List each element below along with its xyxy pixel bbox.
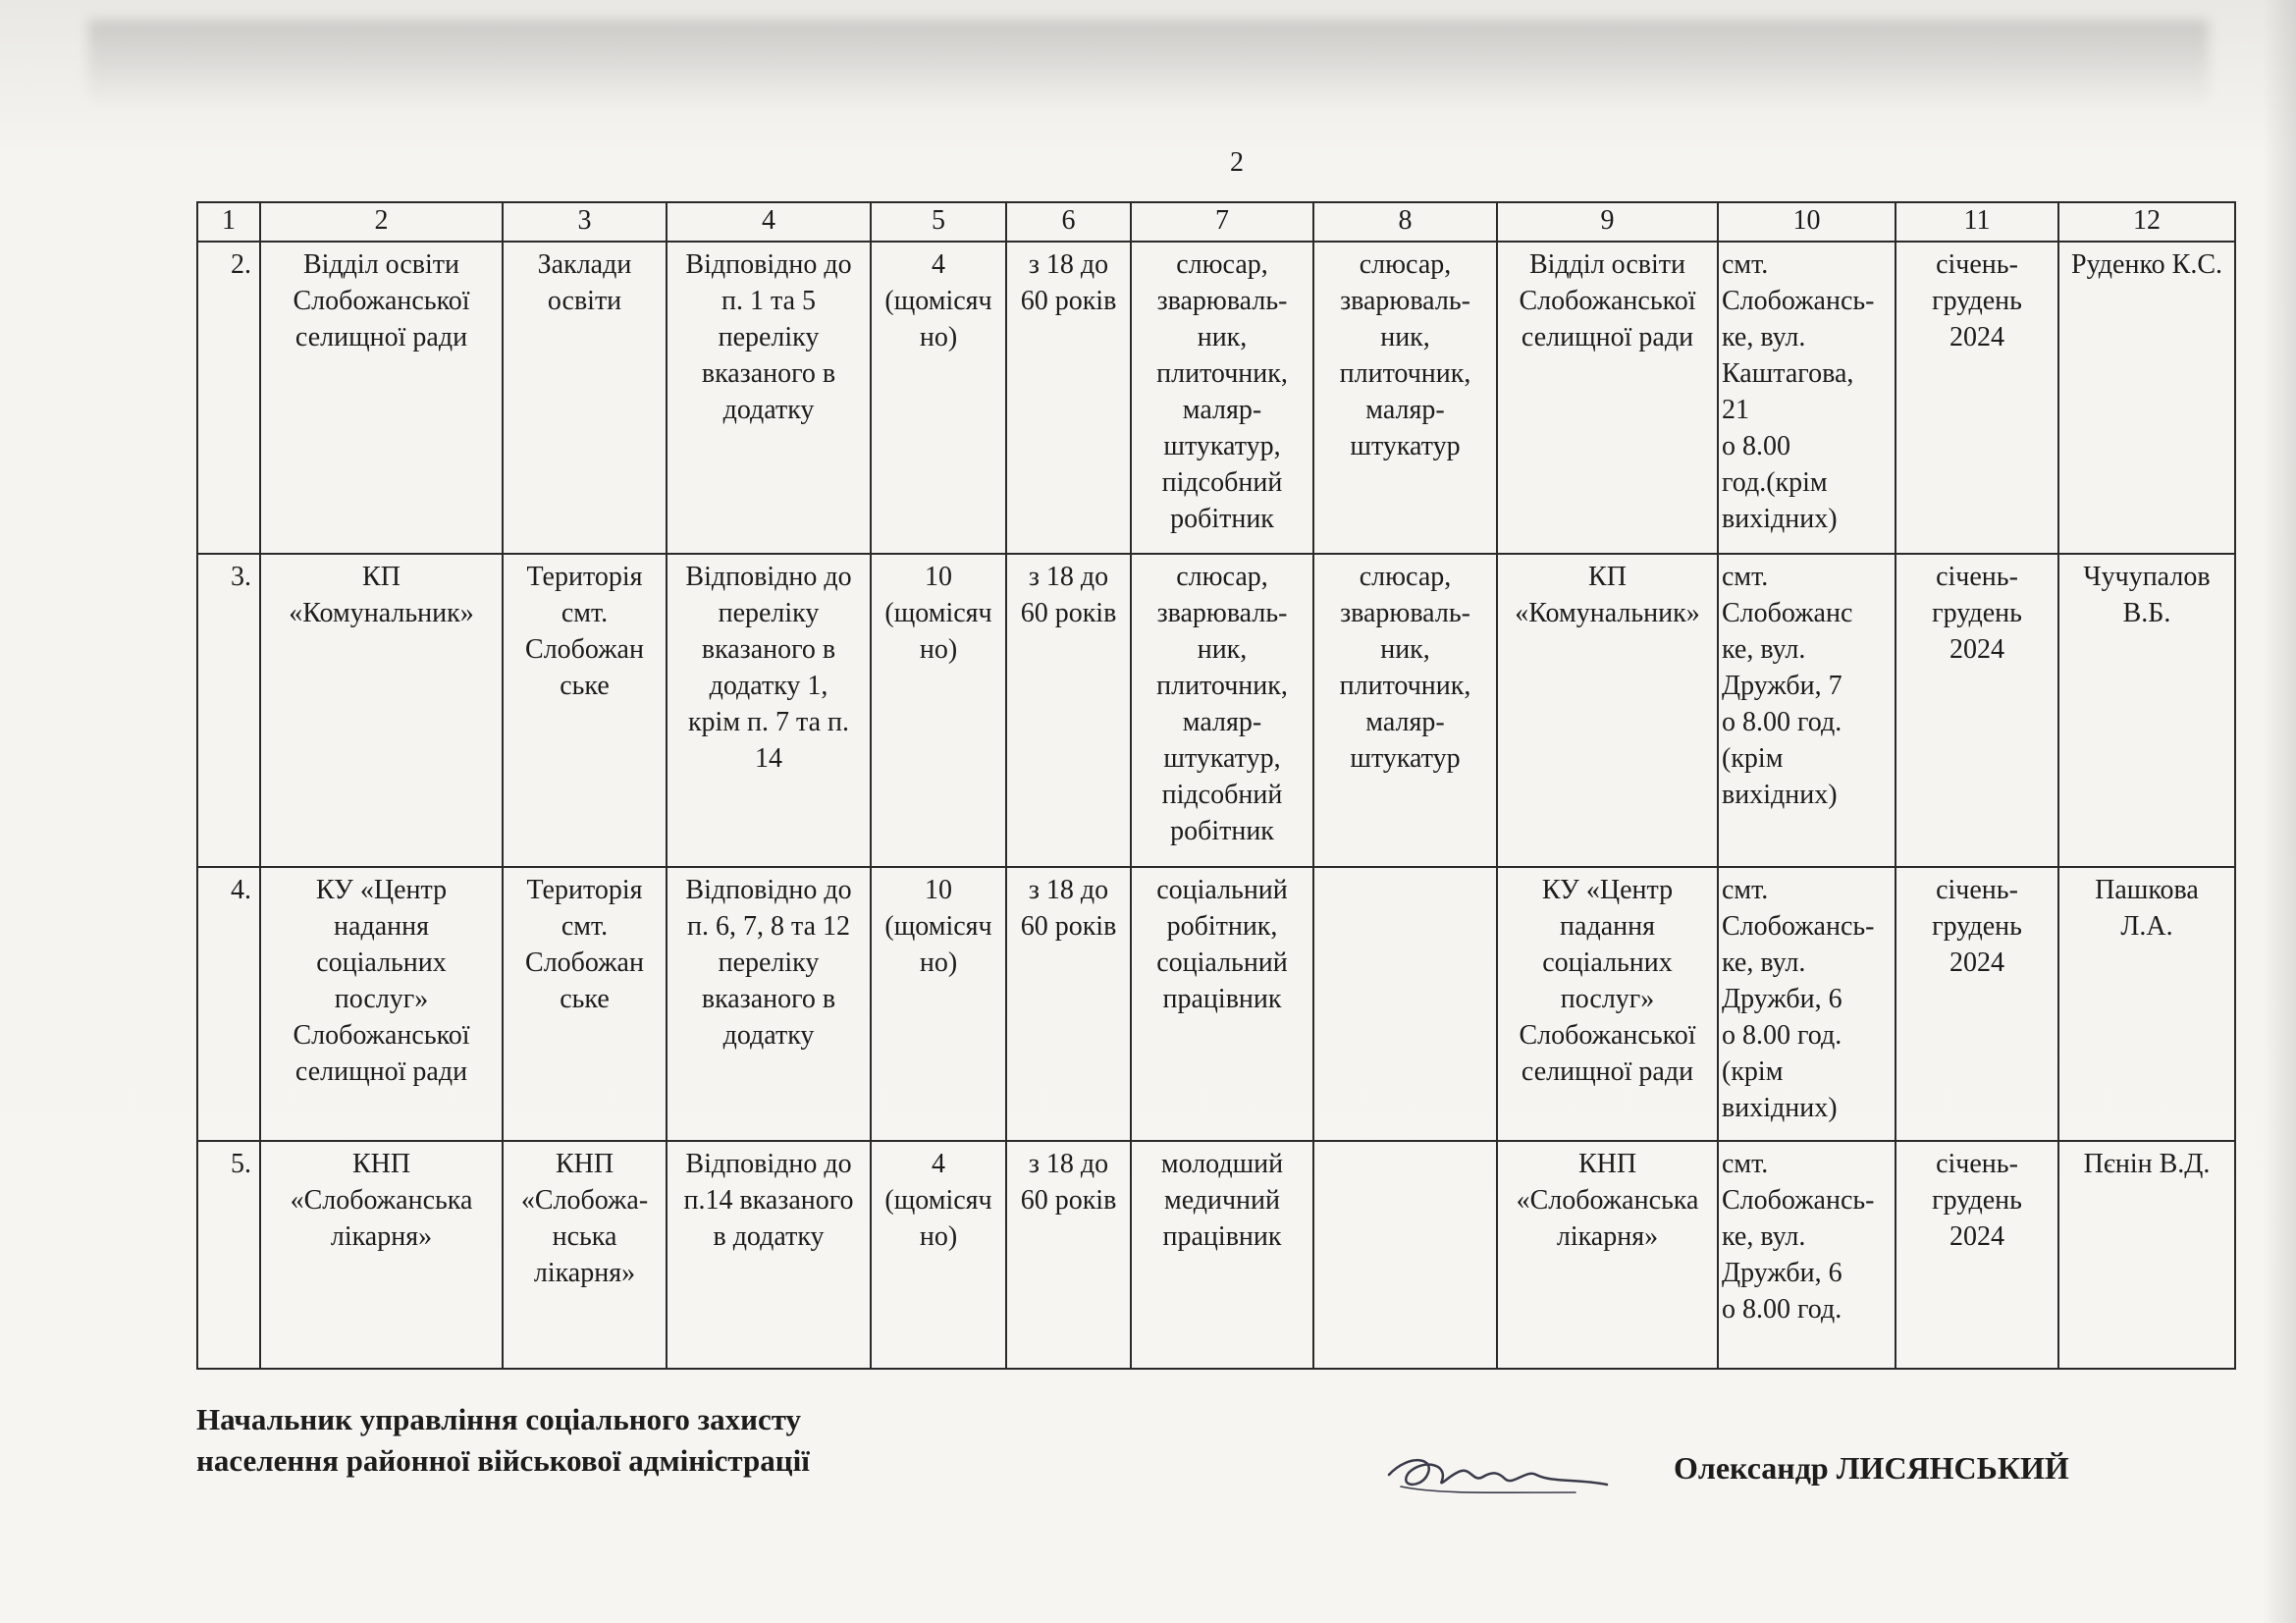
cell-line: соціальних	[316, 947, 447, 978]
cell-line: 60 років	[1020, 1185, 1117, 1217]
cell-line: переліку	[718, 322, 820, 353]
cell-line: ник,	[1380, 634, 1430, 666]
profession-alt-cell	[1313, 242, 1497, 554]
cell-line: КНП	[1577, 1149, 1637, 1180]
cell-line: но)	[919, 322, 958, 353]
organization-cell	[260, 242, 503, 554]
cell-line: Територія	[526, 874, 643, 905]
cell-line: Дружби, 6	[1722, 1258, 1842, 1289]
profession-alt-cell	[1313, 554, 1497, 866]
age-cell	[1006, 1141, 1131, 1369]
cell-line: смт.	[561, 910, 609, 942]
cell-line: Л.А.	[2120, 910, 2173, 942]
cell-line: зварюваль-	[1156, 286, 1288, 317]
profession-cell	[1131, 1141, 1313, 1369]
organization-cell	[260, 1141, 503, 1369]
table-row	[197, 242, 2235, 554]
territory-cell	[503, 1141, 667, 1369]
column-number: 6	[1006, 202, 1131, 242]
cell-line: додатку	[722, 1019, 815, 1051]
cell-line: крім п. 7 та п.	[687, 707, 850, 738]
responsible-cell	[2058, 867, 2235, 1141]
cell-line: о 8.00	[1722, 431, 1790, 462]
cell-line: нська	[552, 1221, 617, 1253]
table-row	[197, 867, 2235, 1141]
cell-line: працівник	[1162, 1221, 1282, 1253]
organizer-cell	[1497, 242, 1718, 554]
territory-cell	[503, 867, 667, 1141]
cell-line: Слобожансь-	[1722, 910, 1875, 942]
cell-line: 2024	[1949, 947, 2004, 978]
profession-cell	[1131, 867, 1313, 1141]
cell-line: слюсар,	[1359, 562, 1452, 593]
cell-line: селищної ради	[294, 322, 468, 353]
scan-shadow-top	[88, 20, 2209, 108]
cell-line: Слобожанської	[1519, 286, 1696, 317]
cell-line: вихідних)	[1722, 780, 1838, 811]
cell-line: вихідних)	[1722, 1092, 1838, 1123]
cell-line: плиточник,	[1156, 358, 1288, 390]
cell-line: Відповідно до	[685, 562, 852, 593]
cell-line: штукатур,	[1163, 431, 1281, 462]
period-cell	[1896, 867, 2058, 1141]
column-number: 11	[1896, 202, 2058, 242]
organizer-cell	[1497, 554, 1718, 866]
cell-line: Дружби, 7	[1722, 671, 1842, 702]
cell-line: штукатур	[1350, 431, 1461, 462]
cell-line: зварюваль-	[1340, 286, 1470, 317]
column-number: 5	[871, 202, 1006, 242]
cell-line: грудень	[1932, 598, 2022, 629]
cell-line: Каштагова,	[1722, 358, 1854, 390]
cell-line: 10	[925, 562, 952, 593]
cell-line: соціальних	[1542, 947, 1673, 978]
cell-line: селищної ради	[1521, 322, 1694, 353]
cell-line: Слобожансь-	[1722, 286, 1875, 317]
cell-line: штукатур	[1350, 743, 1461, 775]
cell-line: вказаного в	[701, 358, 836, 390]
cell-line: додатку	[722, 395, 815, 426]
cell-line: «Слобожанська	[1516, 1185, 1699, 1217]
cell-line: робітник	[1170, 504, 1274, 535]
cell-line: Відділ освіти	[302, 249, 460, 281]
cell-line: з 18 до	[1028, 874, 1109, 905]
table-row	[197, 1141, 2235, 1369]
cell-line: 60 років	[1020, 598, 1117, 629]
cell-line: 2024	[1949, 322, 2004, 353]
location-cell	[1718, 554, 1896, 866]
cell-line: січень-	[1936, 874, 2018, 905]
cell-line: переліку	[718, 598, 820, 629]
cell-line: КП	[1588, 562, 1627, 593]
cell-line: селищної ради	[1521, 1055, 1694, 1087]
column-number: 10	[1718, 202, 1896, 242]
cell-line: (щомісяч	[884, 910, 992, 942]
column-number: 8	[1313, 202, 1497, 242]
cell-line: маляр-	[1182, 707, 1262, 738]
cell-line: п. 1 та 5	[721, 286, 816, 317]
scope-cell	[667, 867, 871, 1141]
cell-line: Відповідно до	[685, 249, 852, 281]
column-number: 12	[2058, 202, 2235, 242]
cell-line: (щомісяч	[884, 286, 992, 317]
cell-line: Слобожансь-	[1722, 1185, 1875, 1217]
cell-line: маляр-	[1182, 395, 1262, 426]
cell-line: смт.	[1722, 874, 1769, 905]
cell-line: робітник	[1170, 816, 1274, 847]
cell-line: Слобожан	[525, 947, 644, 978]
cell-line: соціальний	[1156, 874, 1288, 905]
table-body	[197, 202, 2235, 1369]
events-table	[196, 201, 2236, 1370]
cell-line: (крім	[1722, 1055, 1784, 1087]
cell-line: зварюваль-	[1156, 598, 1288, 629]
organizer-cell	[1497, 867, 1718, 1141]
cell-line: 2024	[1949, 1221, 2004, 1253]
cell-line: Пашкова	[2095, 874, 2199, 905]
page-number: 2	[1230, 147, 1244, 178]
cell-line: ське	[560, 671, 610, 702]
cell-line: КУ «Центр	[315, 874, 448, 905]
cell-line: 2024	[1949, 634, 2004, 666]
cell-line: надання	[334, 910, 429, 942]
row-number	[197, 1141, 260, 1369]
scope-cell	[667, 554, 871, 866]
age-cell	[1006, 554, 1131, 866]
cell-line: штукатур,	[1163, 743, 1281, 775]
cell-line: ке, вул.	[1722, 634, 1806, 666]
cell-line: Заклади	[537, 249, 632, 281]
cell-line: молодший	[1160, 1149, 1284, 1180]
cell-line: лікарня»	[533, 1258, 636, 1289]
cell-line: слюсар,	[1176, 562, 1268, 593]
cell-line: плиточник,	[1156, 671, 1288, 702]
scope-cell	[667, 1141, 871, 1369]
scope-cell	[667, 242, 871, 554]
position-line: Начальник управління соціального захисту	[196, 1402, 802, 1436]
cell-line: «Слобожа-	[520, 1185, 649, 1217]
signer-name: Олександр ЛИСЯНСЬКИЙ	[1674, 1450, 2069, 1486]
cell-line: з 18 до	[1028, 562, 1109, 593]
cell-line: 60 років	[1020, 286, 1117, 317]
age-cell	[1006, 242, 1131, 554]
cell-line: «Комунальник»	[289, 598, 474, 629]
cell-line: додатку 1,	[709, 671, 828, 702]
cell-line: підсобний	[1161, 780, 1283, 811]
cell-line: Територія	[526, 562, 643, 593]
responsible-cell	[2058, 554, 2235, 866]
cell-line: Відділ освіти	[1528, 249, 1686, 281]
cell-line: Слобожан	[525, 634, 644, 666]
cell-line: 4	[932, 1149, 945, 1180]
cell-line: освіти	[547, 286, 622, 317]
cell-line: Відповідно до	[685, 1149, 852, 1180]
age-cell	[1006, 867, 1131, 1141]
cell-line: падання	[1560, 910, 1655, 942]
cell-line: смт.	[1722, 1149, 1769, 1180]
cell-line: Дружби, 6	[1722, 983, 1842, 1014]
cell-line: (щомісяч	[884, 1185, 992, 1217]
cell-line: п. 6, 7, 8 та 12	[687, 910, 850, 942]
cell-line: смт.	[561, 598, 609, 629]
cell-line: «Комунальник»	[1515, 598, 1700, 629]
cell-line: КНП	[555, 1149, 614, 1180]
cell-line: з 18 до	[1028, 1149, 1109, 1180]
position-line: населення районної військової адміністрації	[196, 1443, 810, 1478]
cell-line: Слобожанської	[293, 1019, 470, 1051]
cell-line: плиточник,	[1339, 671, 1471, 702]
column-number: 7	[1131, 202, 1313, 242]
cell-line: послуг»	[1560, 983, 1655, 1014]
participants-cell	[871, 867, 1006, 1141]
cell-line: ське	[560, 983, 610, 1014]
cell-line: підсобний	[1161, 467, 1283, 499]
responsible-cell	[2058, 1141, 2235, 1369]
cell-line: соціальний	[1156, 947, 1288, 978]
cell-line: 10	[925, 874, 952, 905]
cell-line: вказаного в	[701, 634, 836, 666]
cell-line: грудень	[1932, 1185, 2022, 1217]
profession-cell	[1131, 554, 1313, 866]
cell-line: послуг»	[334, 983, 429, 1014]
cell-line: ник,	[1380, 322, 1430, 353]
cell-line: ке, вул.	[1722, 947, 1806, 978]
cell-line: селищної ради	[294, 1055, 468, 1087]
participants-cell	[871, 1141, 1006, 1369]
cell-line: грудень	[1932, 286, 2022, 317]
cell-line: 2.	[231, 249, 251, 281]
cell-line: Слобожанської	[293, 286, 470, 317]
location-cell	[1718, 867, 1896, 1141]
row-number	[197, 554, 260, 866]
cell-line: робітник,	[1166, 910, 1278, 942]
organization-cell	[260, 867, 503, 1141]
period-cell	[1896, 1141, 2058, 1369]
cell-line: Відповідно до	[685, 874, 852, 905]
cell-line: Слобожанс	[1722, 598, 1853, 629]
cell-line: о 8.00 год.	[1722, 1019, 1842, 1051]
cell-line: п.14 вказаного	[683, 1185, 854, 1217]
cell-line: ник,	[1197, 634, 1248, 666]
cell-line: смт.	[1722, 249, 1769, 281]
signatory-position	[196, 1399, 810, 1482]
cell-line: в додатку	[713, 1221, 825, 1253]
cell-line: Пєнін В.Д.	[2083, 1149, 2211, 1180]
cell-line: Руденко К.С.	[2071, 249, 2222, 281]
profession-cell	[1131, 242, 1313, 554]
cell-line: (крім	[1722, 743, 1784, 775]
location-cell	[1718, 242, 1896, 554]
period-cell	[1896, 242, 2058, 554]
cell-line: слюсар,	[1359, 249, 1452, 281]
cell-line: маляр-	[1365, 395, 1445, 426]
column-number: 9	[1497, 202, 1718, 242]
participants-cell	[871, 242, 1006, 554]
cell-line: «Слобожанська	[290, 1185, 473, 1217]
row-number	[197, 242, 260, 554]
column-number: 1	[197, 202, 260, 242]
territory-cell	[503, 554, 667, 866]
profession-alt-cell	[1313, 1141, 1497, 1369]
cell-line: КП	[362, 562, 400, 593]
cell-line: вказаного в	[701, 983, 836, 1014]
table-row	[197, 554, 2235, 866]
cell-line: но)	[919, 1221, 958, 1253]
cell-line: 3.	[231, 562, 251, 593]
cell-line: год.(крім	[1722, 467, 1828, 499]
location-cell	[1718, 1141, 1896, 1369]
cell-line: Слобожанської	[1519, 1019, 1696, 1051]
column-number: 3	[503, 202, 667, 242]
cell-line: січень-	[1936, 249, 2018, 281]
cell-line: КУ «Центр	[1541, 874, 1674, 905]
organization-cell	[260, 554, 503, 866]
cell-line: переліку	[718, 947, 820, 978]
column-number-row	[197, 202, 2235, 242]
cell-line: лікарня»	[330, 1221, 433, 1253]
cell-line: но)	[919, 634, 958, 666]
organizer-cell	[1497, 1141, 1718, 1369]
cell-line: медичний	[1163, 1185, 1281, 1217]
cell-line: січень-	[1936, 1149, 2018, 1180]
cell-line: о 8.00 год.	[1722, 1294, 1842, 1325]
cell-line: лікарня»	[1556, 1221, 1659, 1253]
cell-line: плиточник,	[1339, 358, 1471, 390]
cell-line: ник,	[1197, 322, 1248, 353]
cell-line: ке, вул.	[1722, 322, 1806, 353]
cell-line: 5.	[231, 1149, 251, 1180]
column-number: 4	[667, 202, 871, 242]
cell-line: грудень	[1932, 910, 2022, 942]
cell-line: зварюваль-	[1340, 598, 1470, 629]
cell-line: працівник	[1162, 983, 1282, 1014]
participants-cell	[871, 554, 1006, 866]
territory-cell	[503, 242, 667, 554]
scan-shadow-right	[2263, 0, 2296, 1623]
cell-line: 14	[755, 743, 782, 775]
cell-line: КНП	[351, 1149, 411, 1180]
cell-line: січень-	[1936, 562, 2018, 593]
cell-line: смт.	[1722, 562, 1769, 593]
period-cell	[1896, 554, 2058, 866]
cell-line: маляр-	[1365, 707, 1445, 738]
cell-line: но)	[919, 947, 958, 978]
cell-line: В.Б.	[2122, 598, 2171, 629]
cell-line: слюсар,	[1176, 249, 1268, 281]
cell-line: 4	[932, 249, 945, 281]
row-number	[197, 867, 260, 1141]
profession-alt-cell	[1313, 867, 1497, 1141]
cell-line: Чучупалов	[2083, 562, 2211, 593]
cell-line: 4.	[231, 874, 251, 905]
cell-line: 60 років	[1020, 910, 1117, 942]
cell-line: з 18 до	[1028, 249, 1109, 281]
cell-line: вихідних)	[1722, 504, 1838, 535]
cell-line: о 8.00 год.	[1722, 707, 1842, 738]
cell-line: 21	[1722, 395, 1749, 426]
responsible-cell	[2058, 242, 2235, 554]
cell-line: ке, вул.	[1722, 1221, 1806, 1253]
handwritten-signature	[1379, 1443, 1615, 1504]
cell-line: (щомісяч	[884, 598, 992, 629]
column-number: 2	[260, 202, 503, 242]
